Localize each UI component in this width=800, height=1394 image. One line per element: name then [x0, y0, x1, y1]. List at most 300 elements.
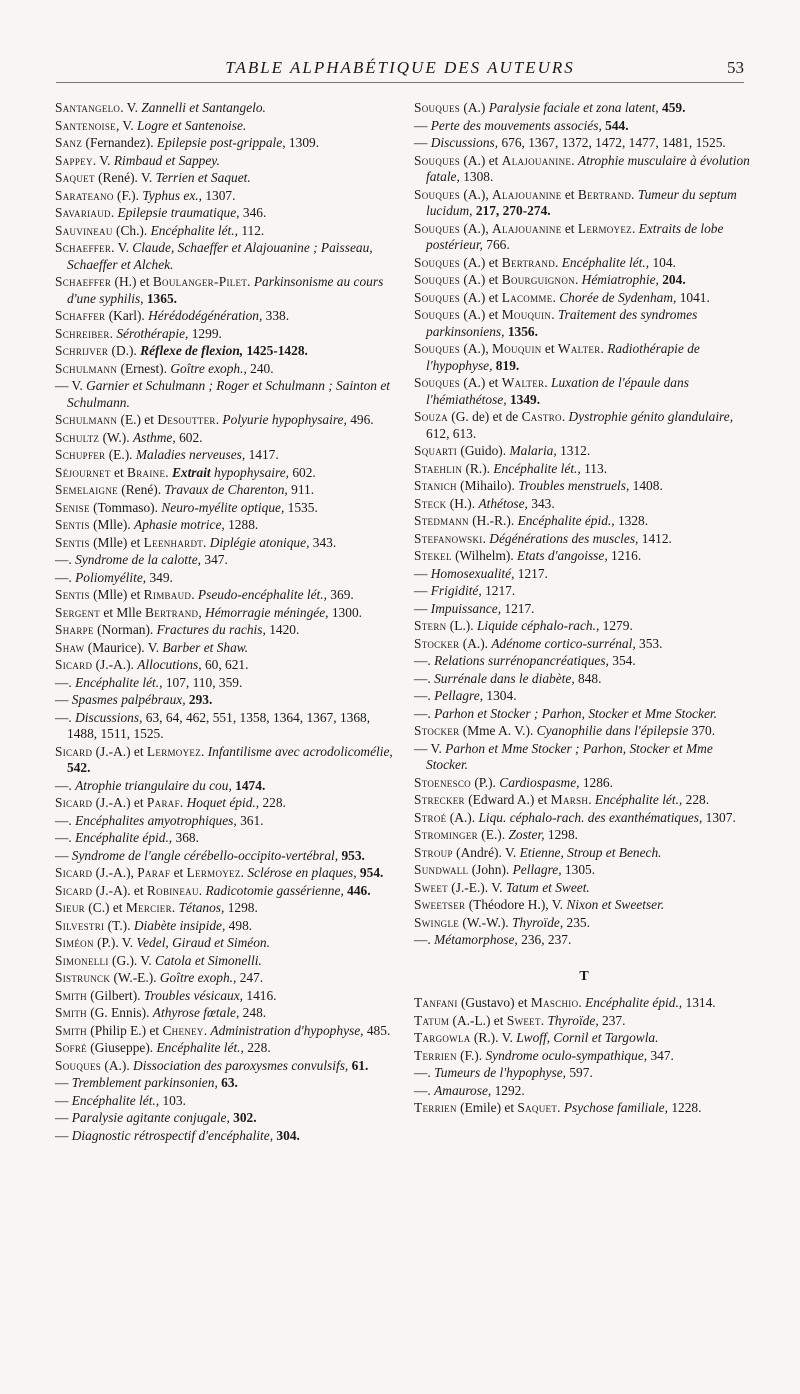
page-ref-bold: 293.: [185, 692, 213, 707]
index-entry: [55, 1058, 395, 1075]
author-name: Castro: [521, 409, 562, 424]
author-name: Smith: [55, 1005, 87, 1020]
index-entry: [55, 1005, 395, 1022]
index-entry: [414, 187, 754, 220]
author-name: Alajouanine: [492, 220, 562, 236]
author-name: Sicard: [55, 865, 93, 880]
work-title: Syndrome de la calotte,: [75, 552, 202, 567]
entry-text: (A.),: [460, 341, 493, 356]
entry-text: .: [631, 220, 639, 236]
author-name: Schulmann: [55, 412, 118, 427]
author-name: Silvestri: [55, 917, 105, 933]
work-title: Encéphalite lét.,: [156, 1040, 244, 1055]
index-entry: [414, 653, 754, 670]
author-name: Leenhardt: [143, 534, 204, 550]
index-entry: [55, 430, 395, 447]
author-name: Sundwall: [414, 862, 469, 877]
entry-text: —: [55, 847, 72, 863]
author-name: Schupfer: [55, 447, 106, 462]
entry-text: 1535.: [284, 499, 318, 515]
index-entry: [55, 883, 395, 900]
author-name: Strecker: [414, 792, 465, 807]
index-entry: [55, 865, 395, 882]
author-name: Sicard: [55, 795, 93, 810]
entry-text: (J.-A). et: [92, 882, 147, 898]
index-entry: [414, 307, 754, 340]
index-entry: [414, 461, 754, 478]
entry-text: 236, 237.: [517, 932, 572, 947]
index-entry: [55, 274, 395, 307]
entry-text: (John).: [468, 862, 513, 877]
author-name: Sappey: [55, 152, 93, 168]
entry-text: .: [110, 205, 118, 220]
entry-text: .: [540, 1012, 548, 1028]
index-entry: [414, 741, 754, 774]
entry-text: (J.-E.). V.: [447, 879, 506, 895]
entry-text: —: [414, 565, 431, 581]
index-entry: [55, 570, 395, 587]
entry-text: et Mlle: [100, 604, 146, 620]
entry-text: —.: [414, 932, 435, 947]
work-title: Etats d'angoisse,: [517, 548, 608, 563]
t-entries: [414, 995, 754, 1117]
page-ref-bold: 302.: [229, 1110, 257, 1125]
entry-text: —: [55, 1092, 72, 1108]
index-entry: [55, 118, 395, 135]
entry-text: (G. de) et de: [447, 409, 522, 424]
entry-text: 228.: [259, 795, 286, 810]
page-ref-bold: 819.: [492, 357, 520, 373]
work-title: Métamorphose,: [434, 932, 518, 947]
entry-text: (A.) et: [460, 272, 502, 287]
author-name: Stocker: [414, 635, 460, 651]
entry-text: et: [561, 186, 578, 202]
running-head: [56, 58, 744, 83]
author-name: Shaw: [55, 639, 85, 655]
index-entry: [414, 513, 754, 530]
index-entry: [414, 531, 754, 548]
entry-text: (R.).: [462, 460, 494, 476]
author-name: Staehlin: [414, 460, 463, 476]
entry-text: (Giuseppe).: [86, 1040, 157, 1055]
author-name: Stekel: [414, 548, 452, 563]
entry-text: (G.). V.: [108, 952, 156, 968]
index-entry: [55, 361, 395, 378]
entry-text: 107, 110, 359.: [162, 674, 243, 690]
entry-text: . V.: [111, 240, 133, 255]
entry-text: 1279.: [599, 618, 633, 633]
entry-text: .: [191, 587, 198, 602]
entry-text: (E.).: [105, 447, 136, 462]
entry-text: .: [552, 289, 560, 305]
work-title: Pseudo-encéphalite lét.,: [197, 587, 327, 602]
entry-text: 1217.: [501, 600, 535, 616]
entry-text: (Ch.).: [112, 222, 151, 238]
work-title: Impuissance,: [430, 600, 502, 616]
entry-text: (Philip E.) et: [86, 1022, 163, 1038]
entry-text: (A.) et: [460, 289, 502, 305]
entry-text: (Norman).: [93, 622, 157, 637]
entry-text: .: [179, 795, 187, 810]
author-name: Marsh: [550, 792, 589, 807]
page-ref-bold: 1425-1428.: [243, 343, 308, 358]
entry-text: .: [482, 530, 490, 546]
entry-text: et: [561, 220, 578, 236]
index-entry: [55, 135, 395, 152]
work-title: Hémorragie méningée,: [205, 604, 329, 620]
author-name: Tanfani: [414, 995, 458, 1010]
entry-text: (H.) et: [111, 274, 153, 289]
work-title: Polyurie hypophysaire,: [222, 412, 347, 427]
work-title: Asthme,: [132, 429, 176, 445]
entry-text: 354.: [608, 653, 636, 668]
entry-text: (J.-A.) et: [92, 743, 147, 759]
index-entry: [55, 1093, 395, 1110]
work-title: Catola et Simonelli.: [155, 952, 262, 968]
page-ref-bold: 304.: [273, 1127, 300, 1143]
author-name: Siméon: [55, 935, 94, 950]
page-ref-bold: 217, 270-274.: [472, 203, 551, 218]
index-entry: [55, 240, 395, 273]
author-name: Squarti: [414, 443, 458, 458]
entry-text: 112.: [237, 222, 265, 238]
entry-text: 676, 1367, 1372, 1472, 1477, 1481, 1525.: [498, 135, 726, 150]
entry-text: 1288.: [224, 517, 259, 532]
work-title: Tumeur du septum lucidum,: [426, 186, 737, 218]
index-entry: [414, 792, 754, 809]
author-name: Sentis: [55, 534, 90, 550]
author-name: Lermoyez: [186, 865, 241, 880]
left-column: [55, 100, 395, 1145]
author-name: Sieur: [55, 900, 85, 915]
entry-text: 113.: [580, 460, 608, 476]
work-title-bold: Réflexe de flexion,: [140, 343, 244, 358]
work-title: Athyrose fœtale,: [152, 1005, 240, 1020]
entry-text: (W.).: [99, 429, 133, 445]
entry-text: 1217.: [481, 583, 516, 598]
entry-text: 1417.: [245, 447, 279, 462]
author-name: Stoenesco: [414, 774, 471, 790]
index-entry: [55, 830, 395, 847]
author-name: Souques: [414, 307, 461, 322]
author-name: Schreiber: [55, 325, 110, 341]
entry-text: —: [55, 692, 72, 707]
author-name: Souques: [414, 254, 461, 270]
work-title: Zannelli et Santangelo.: [141, 100, 266, 115]
author-name: Souques: [414, 375, 461, 390]
author-name: Bertrand: [145, 604, 199, 620]
author-name: Souques: [414, 341, 461, 356]
work-title: Syndrome oculo-sympathique,: [485, 1047, 648, 1063]
entry-text: 237.: [598, 1012, 626, 1028]
index-entry: [414, 255, 754, 272]
entry-text: 1228.: [667, 1100, 702, 1115]
entry-text: (J.-A.) et: [92, 795, 147, 810]
page-ref-bold: 544.: [601, 117, 629, 133]
entry-text: —.: [55, 569, 76, 585]
index-entry: [414, 496, 754, 513]
index-entry: [55, 482, 395, 499]
index-entry: [55, 153, 395, 170]
entry-text: —: [414, 117, 431, 133]
work-title: Psychose familiale,: [563, 1100, 668, 1115]
index-entry: [55, 935, 395, 952]
entry-text: , V.: [115, 117, 138, 133]
entry-text: (A.).: [101, 1057, 134, 1073]
index-entry: [55, 308, 395, 325]
page-ref-bold: 1349.: [506, 391, 541, 407]
entry-text: 1308.: [459, 169, 494, 184]
entry-text: 602.: [289, 464, 316, 480]
entry-text: 1041.: [676, 289, 710, 305]
index-entry: [414, 636, 754, 653]
work-title: Spasmes palpébraux,: [71, 692, 186, 707]
entry-text: .: [544, 375, 552, 390]
entry-text: —.: [55, 674, 76, 690]
entry-text: (André). V.: [452, 844, 520, 860]
index-entry: [55, 188, 395, 205]
index-entry: [414, 601, 754, 618]
entry-text: 228.: [243, 1040, 271, 1055]
entry-text: — V.: [414, 740, 446, 756]
entry-text: .: [578, 995, 586, 1010]
index-entry: [414, 478, 754, 495]
entry-text: (A.) et: [460, 375, 502, 390]
entry-text: (L.).: [446, 618, 477, 633]
entry-text: et: [541, 341, 558, 356]
entry-text: 60, 621.: [201, 657, 249, 672]
entry-text: (Ernest).: [117, 360, 171, 376]
index-entry: [55, 622, 395, 639]
entry-text: 911.: [287, 482, 315, 497]
author-name: Lacomme: [501, 289, 553, 305]
entry-text: —.: [55, 552, 76, 567]
entry-text: (P.). V.: [93, 935, 137, 950]
author-name: Souza: [414, 409, 448, 424]
author-name: Sicard: [55, 657, 93, 672]
entry-text: 1416.: [243, 987, 277, 1003]
entry-text: (Karl).: [105, 308, 149, 323]
author-name: Santenoise: [55, 117, 116, 133]
entry-text: 1286.: [579, 774, 613, 790]
work-title: Poliomyélite,: [75, 569, 147, 585]
page-ref-bold: 542.: [67, 760, 91, 775]
author-name: Savariaud: [55, 205, 111, 220]
entry-text: —: [55, 1110, 72, 1125]
author-name: Sergent: [55, 604, 101, 620]
entry-text: —.: [414, 705, 435, 721]
index-entry: [414, 618, 754, 635]
entry-text: .: [240, 865, 248, 880]
work-title: Pellagre,: [512, 862, 562, 877]
entry-text: (E.).: [477, 827, 509, 842]
work-title: Atrophie triangulaire du cou,: [75, 777, 232, 793]
entry-text: .: [574, 272, 582, 287]
work-title: Frigidité,: [430, 583, 482, 598]
work-title: Extraits de lobe postérieur,: [426, 220, 724, 252]
entry-text: —.: [414, 1065, 435, 1080]
work-title: Etienne, Stroup et Benech.: [519, 844, 662, 860]
entry-text: (D.).: [108, 343, 141, 358]
work-title: Maladies nerveuses,: [135, 447, 246, 462]
work-title: Barber et Shaw.: [162, 639, 249, 655]
author-name: Senise: [55, 499, 90, 515]
author-name: Schaeffer: [55, 274, 112, 289]
section-heading-t: T: [579, 968, 589, 984]
author-name: Souques: [55, 1057, 102, 1073]
entry-text: 1307.: [201, 187, 236, 203]
entry-text: .: [203, 534, 210, 550]
entry-text: (A.) et: [460, 152, 502, 168]
author-name: Lermoyez: [146, 743, 201, 759]
entry-text: 353.: [635, 635, 663, 651]
page-ref-bold: 61.: [348, 1057, 369, 1073]
author-name: Lermoyez: [577, 220, 632, 236]
author-name: Sweet: [506, 1012, 541, 1028]
entry-text: 103.: [159, 1092, 186, 1108]
author-name: Souques: [414, 289, 461, 305]
index-entry: [55, 343, 395, 360]
entry-text: .: [109, 325, 117, 341]
index-entry: [414, 932, 754, 949]
author-name: Rimbaud: [143, 587, 192, 602]
entry-text: (R.). V.: [470, 1030, 517, 1045]
entry-text: (Guido).: [457, 443, 510, 458]
work-title: Goître exoph.,: [170, 360, 247, 376]
index-entry: [414, 862, 754, 879]
work-title: Cyanophilie dans l'épilepsie: [536, 723, 689, 738]
entry-text: .: [557, 1100, 564, 1115]
entry-text: .: [561, 409, 569, 424]
entry-text: (J.-A.),: [92, 865, 138, 880]
author-name: Smith: [55, 1022, 87, 1038]
author-name: Maschio: [530, 995, 579, 1010]
work-title: Goître exoph.,: [159, 970, 237, 985]
entry-text: 368.: [172, 830, 199, 845]
author-name: Schaeffer: [55, 240, 112, 255]
index-entry: [55, 517, 395, 534]
work-title: Zoster,: [508, 827, 545, 842]
index-entry: [55, 657, 395, 674]
entry-text: (Mihailo).: [456, 478, 519, 493]
work-title: Terrien et Saquet.: [155, 170, 251, 185]
work-title: Rimbaud et Sappey.: [113, 152, 220, 168]
author-name: Schaffer: [55, 308, 106, 323]
page-ref-bold: 1474.: [231, 777, 266, 793]
entry-text: 1307.: [702, 809, 736, 825]
index-entry: [55, 205, 395, 222]
author-name: Mercier: [125, 900, 172, 915]
page-ref-bold: 63.: [217, 1075, 238, 1090]
entry-text: —.: [55, 709, 76, 725]
author-name: Sentis: [55, 587, 90, 602]
author-name: Sauvineau: [55, 222, 113, 238]
entry-text: .: [165, 464, 172, 480]
running-title: TABLE ALPHABÉTIQUE DES AUTEURS: [225, 58, 575, 77]
entry-text: —.: [55, 812, 76, 828]
work-title: Administration d'hypophyse,: [210, 1022, 364, 1038]
work-title: Encéphalite lét.,: [75, 674, 163, 690]
work-title: Chorée de Sydenham,: [559, 289, 677, 305]
author-name: Schultz: [55, 429, 100, 445]
author-name: Sicard: [55, 882, 93, 898]
entry-text: et: [110, 464, 128, 480]
index-entry: [414, 845, 754, 862]
entry-text: —: [55, 1075, 72, 1090]
work-title: Parhon et Stocker ; Parhon, Stocker et Mme Stocker.: [434, 705, 717, 721]
entry-text: (P.).: [470, 774, 500, 790]
entry-text: . V.: [92, 152, 114, 168]
author-name: Desoutter: [157, 412, 216, 427]
work-title: Liquide céphalo-rach.,: [476, 618, 600, 633]
entry-text: 1412.: [638, 530, 672, 546]
index-entry: [55, 605, 395, 622]
work-title: Hérédodégénération,: [148, 308, 263, 323]
page-number: 53: [727, 58, 744, 77]
entry-text: —: [55, 1127, 72, 1143]
index-entry: [414, 1048, 754, 1065]
author-name: Souques: [414, 220, 461, 236]
index-entry: [55, 848, 395, 865]
author-name: Walter: [557, 341, 601, 356]
entry-text: .: [215, 412, 223, 427]
author-name: Paraf: [137, 865, 171, 880]
work-title: Perte des mouvements associés,: [430, 117, 602, 133]
work-title: Malaria,: [509, 443, 557, 458]
index-entry: [55, 778, 395, 795]
author-name: Robineau: [146, 882, 199, 898]
index-entry: [414, 897, 754, 914]
index-entry: [414, 135, 754, 152]
index-entry: [55, 900, 395, 917]
work-title: Fractures du rachis,: [156, 622, 266, 637]
work-title: Thyroïde,: [547, 1012, 599, 1028]
entry-text: —: [414, 135, 431, 150]
index-entry: [55, 1110, 395, 1127]
entry-text: et: [170, 865, 187, 880]
entry-text: (Mlle).: [89, 517, 135, 532]
entry-text: 228.: [682, 792, 710, 807]
work-title: Encéphalite lét.,: [493, 460, 581, 476]
author-name: Sharpe: [55, 622, 94, 637]
index-entry: [414, 375, 754, 408]
page-ref-bold: 954.: [356, 865, 384, 880]
entry-text: (J.-A.).: [92, 657, 138, 672]
work-title: Paralysie faciale et zona latent,: [488, 100, 659, 115]
author-name: Bertrand: [577, 186, 632, 202]
author-name: Souques: [414, 272, 461, 287]
author-name: Souques: [414, 152, 461, 168]
index-entry: [414, 566, 754, 583]
entry-text: (A.): [460, 100, 489, 115]
index-entry: [55, 813, 395, 830]
index-entry: [414, 915, 754, 932]
page-ref-bold: 953.: [338, 847, 365, 863]
work-title: Encéphalite lét.,: [594, 792, 683, 807]
work-title: Tremblement parkinsonien,: [71, 1075, 218, 1090]
work-title: Dissociation des paroxysmes convulsifs,: [133, 1057, 349, 1073]
entry-text: (H.).: [446, 495, 479, 511]
index-entry: [55, 100, 395, 117]
work-title: Amaurose,: [434, 1082, 492, 1098]
entry-text: 347.: [647, 1047, 674, 1063]
author-name: Sofré: [55, 1040, 87, 1055]
entry-text: .: [201, 743, 208, 759]
author-name: Alajouanine: [492, 186, 562, 202]
entry-text: 496.: [346, 412, 374, 427]
page-ref-bold: 459.: [658, 100, 686, 115]
author-name: Walter: [501, 375, 545, 390]
